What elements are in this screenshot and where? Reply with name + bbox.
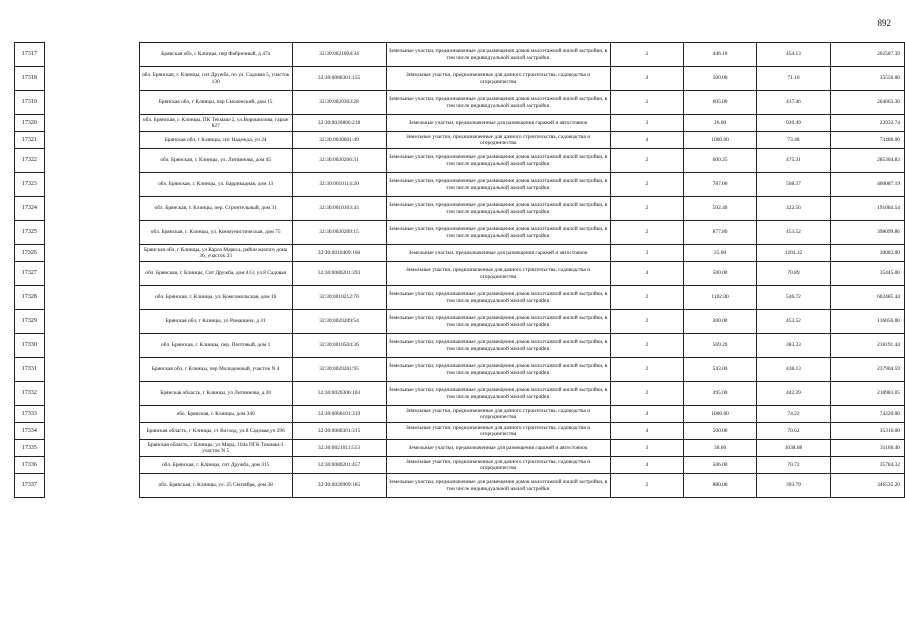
- land-use-cell: Земельные участки, предназначенные для размещения домов малоэтажной жилой застройки, в том числе индивидуальной жилой застройки: [386, 286, 610, 310]
- table-row: [15, 406, 905, 423]
- blank-cell: [44, 262, 139, 286]
- row-id-cell: 17332: [15, 382, 45, 406]
- specific-value-cell: 475.31: [757, 149, 831, 173]
- specific-value-cell: 71.10: [757, 67, 831, 91]
- land-use-cell: Земельные участки, предназначенные для размещения гаражей и автостоянок: [386, 245, 610, 262]
- cadastral-value-cell: 35445.00: [830, 262, 904, 286]
- address-cell: обл. Брянская, г. Клинцы, ПК Текмаш-2, ул.Ворошилова, гараж 827: [139, 115, 292, 132]
- area-cell: 446.10: [684, 43, 757, 67]
- area-cell: 1000.00: [684, 132, 757, 149]
- land-use-cell: Земельные участки, предназначенные для размещения гаражей и автостоянок: [386, 440, 610, 457]
- specific-value-cell: 393.79: [757, 474, 831, 498]
- area-cell: 495.00: [684, 382, 757, 406]
- row-id-cell: 17326: [15, 245, 45, 262]
- area-cell: 1000.00: [684, 406, 757, 423]
- address-cell: Брянская область, г Клинцы, ул Литвинова, д 20: [139, 382, 292, 406]
- cadastral-value-cell: 35784.32: [830, 457, 904, 474]
- blank-cell: [44, 457, 139, 474]
- address-cell: Брянская обл, г Клинцы, пер Молодежный, участок N 4: [139, 358, 292, 382]
- row-id-cell: 17336: [15, 457, 45, 474]
- blank-cell: [44, 334, 139, 358]
- land-use-cell: Земельные участки, предназначенные для дачного строительства, садоводства и огородничества: [386, 67, 610, 91]
- blank-cell: [44, 382, 139, 406]
- table-row: [15, 423, 905, 440]
- group-cell: 4: [610, 67, 684, 91]
- cadastral-value-cell: 237904.59: [830, 358, 904, 382]
- group-cell: 4: [610, 406, 684, 423]
- specific-value-cell: 453.52: [757, 310, 831, 334]
- area-cell: 500.00: [684, 423, 757, 440]
- cadastral-value-cell: 30083.00: [830, 245, 904, 262]
- cadastral-value-cell: 400087.19: [830, 173, 904, 197]
- specific-value-cell: 453.52: [757, 221, 831, 245]
- blank-cell: [44, 358, 139, 382]
- blank-cell: [44, 474, 139, 498]
- area-cell: 500.00: [684, 67, 757, 91]
- table-row: [15, 457, 905, 474]
- table-row: [15, 286, 905, 310]
- specific-value-cell: 383.33: [757, 334, 831, 358]
- address-cell: Брянская обл, г Клинцы, снт Надежда, уч 24: [139, 132, 292, 149]
- land-use-cell: Земельные участки, предназначенные для дачного строительства, садоводства и огородничества: [386, 423, 610, 440]
- group-cell: 3: [610, 115, 684, 132]
- blank-cell: [44, 245, 139, 262]
- row-id-cell: 17325: [15, 221, 45, 245]
- cadastral-number-cell: 32:30:0020909:185: [292, 474, 386, 498]
- blank-cell: [44, 67, 139, 91]
- cadastral-value-cell: 218191.44: [830, 334, 904, 358]
- row-id-cell: 17323: [15, 173, 45, 197]
- table-row: [15, 115, 905, 132]
- land-use-cell: Земельные участки, предназначенные для дачного строительства, садоводства и огородничества: [386, 406, 610, 423]
- area-cell: 877.80: [684, 221, 757, 245]
- cadastral-value-cell: 136056.00: [830, 310, 904, 334]
- land-use-cell: Земельные участки, предназначенные для размещения домов малоэтажной жилой застройки, в том числе индивидуальной жилой застройки: [386, 310, 610, 334]
- land-use-cell: Земельные участки, предназначенные для дачного строительства, садоводства и огородничества: [386, 132, 610, 149]
- cadastral-value-cell: 191084.54: [830, 197, 904, 221]
- cadastral-value-cell: 602485.44: [830, 286, 904, 310]
- group-cell: 2: [610, 286, 684, 310]
- cadastral-value-table: [14, 42, 905, 498]
- group-cell: 4: [610, 423, 684, 440]
- address-cell: обл. Брянская, г. Клинцы, дом 340: [139, 406, 292, 423]
- area-cell: 600.25: [684, 149, 757, 173]
- table-row: [15, 310, 905, 334]
- row-id-cell: 17337: [15, 474, 45, 498]
- specific-value-cell: 70.89: [757, 262, 831, 286]
- land-use-cell: Земельные участки, предназначенные для размещения домов малоэтажной жилой застройки, в том числе индивидуальной жилой застройки: [386, 334, 610, 358]
- table-row: [15, 474, 905, 498]
- cadastral-value-cell: 31160.40: [830, 440, 904, 457]
- cadastral-value-cell: 398099.86: [830, 221, 904, 245]
- specific-value-cell: 70.62: [757, 423, 831, 440]
- specific-value-cell: 437.46: [757, 91, 831, 115]
- cadastral-number-cell: 32:30:0020209:15: [292, 221, 386, 245]
- cadastral-number-cell: 32:30:0021011:513: [292, 440, 386, 457]
- group-cell: 4: [610, 262, 684, 286]
- cadastral-number-cell: 32:30:0010114:20: [292, 173, 386, 197]
- row-id-cell: 17328: [15, 286, 45, 310]
- address-cell: Брянская область, г Клинцы, ст Восход, ул.8 Садовая,уч 296: [139, 423, 292, 440]
- cadastral-number-cell: 32:30:0080301:315: [292, 423, 386, 440]
- area-cell: 880.00: [684, 474, 757, 498]
- address-cell: обл. Брянская, г. Клинцы, пер. Почтовый, дом 1: [139, 334, 292, 358]
- cadastral-value-cell: 346535.20: [830, 474, 904, 498]
- row-id-cell: 17321: [15, 132, 45, 149]
- row-id-cell: 17322: [15, 149, 45, 173]
- address-cell: обл. Брянская, г. Клинцы, Снт Дружба, дом 413, ул.8 Садовая: [139, 262, 292, 286]
- row-id-cell: 17327: [15, 262, 45, 286]
- land-use-cell: Земельные участки, предназначенные для дачного строительства, садоводства и огородничества: [386, 262, 610, 286]
- row-id-cell: 17318: [15, 67, 45, 91]
- cadastral-number-cell: 32:30:0020206:31: [292, 149, 386, 173]
- page-number: 892: [877, 18, 891, 28]
- group-cell: 2: [610, 474, 684, 498]
- blank-cell: [44, 197, 139, 221]
- cadastral-number-cell: 32:30:0010504:36: [292, 334, 386, 358]
- table-row: [15, 440, 905, 457]
- address-cell: обл. Брянская, г. Клинцы, пер. Строительный, дом 31: [139, 197, 292, 221]
- cadastral-value-cell: 285304.83: [830, 149, 904, 173]
- blank-cell: [44, 173, 139, 197]
- land-use-cell: Земельные участки, предназначенные для размещения домов малоэтажной жилой застройки, в том числе индивидуальной жилой застройки: [386, 91, 610, 115]
- land-use-cell: Земельные участки, предназначенные для размещения домов малоэтажной жилой застройки, в том числе индивидуальной жилой застройки: [386, 173, 610, 197]
- address-cell: Брянская обл, г Клинцы, ул Карла Маркса, район жилого дома 36, участок 23: [139, 245, 292, 262]
- group-cell: 4: [610, 132, 684, 149]
- specific-value-cell: 70.72: [757, 457, 831, 474]
- group-cell: 2: [610, 197, 684, 221]
- table-row: [15, 221, 905, 245]
- blank-cell: [44, 43, 139, 67]
- table-row: [15, 132, 905, 149]
- row-id-cell: 17331: [15, 358, 45, 382]
- row-id-cell: 17334: [15, 423, 45, 440]
- table-row: [15, 262, 905, 286]
- address-cell: обл. Брянская, г. Клинцы, ул. Баррикадная, дом 13: [139, 173, 292, 197]
- group-cell: 2: [610, 149, 684, 173]
- table-row: [15, 197, 905, 221]
- group-cell: 3: [610, 245, 684, 262]
- cadastral-number-cell: 32:30:0080201:457: [292, 457, 386, 474]
- area-cell: 1102.00: [684, 286, 757, 310]
- group-cell: 4: [610, 457, 684, 474]
- cadastral-number-cell: 32:30:0010103:43: [292, 197, 386, 221]
- table-row: [15, 149, 905, 173]
- cadastral-number-cell: 32:30:0030601:49: [292, 132, 386, 149]
- table-row: [15, 334, 905, 358]
- specific-value-cell: 508.37: [757, 173, 831, 197]
- cadastral-number-cell: 32:30:0010409:166: [292, 245, 386, 262]
- specific-value-cell: 322.56: [757, 197, 831, 221]
- cadastral-value-cell: 35310.00: [830, 423, 904, 440]
- specific-value-cell: 73.48: [757, 132, 831, 149]
- table-row: [15, 91, 905, 115]
- area-cell: 605.00: [684, 91, 757, 115]
- address-cell: обл. Брянская, г. Клинцы, ул. Комсомольская, дом 16: [139, 286, 292, 310]
- specific-value-cell: 1203.32: [757, 245, 831, 262]
- area-cell: 500.00: [684, 262, 757, 286]
- row-id-cell: 17319: [15, 91, 45, 115]
- area-cell: 300.00: [684, 310, 757, 334]
- specific-value-cell: 438.13: [757, 358, 831, 382]
- group-cell: 2: [610, 221, 684, 245]
- row-id-cell: 17320: [15, 115, 45, 132]
- cadastral-number-cell: 32:30:0020303:28: [292, 91, 386, 115]
- cadastral-value-cell: 264663.30: [830, 91, 904, 115]
- blank-cell: [44, 91, 139, 115]
- group-cell: 2: [610, 358, 684, 382]
- cadastral-number-cell: 32:30:0020306:103: [292, 382, 386, 406]
- land-use-cell: Земельные участки, предназначенные для размещения домов малоэтажной жилой застройки, в том числе индивидуальной жилой застройки: [386, 197, 610, 221]
- blank-cell: [44, 149, 139, 173]
- table-row: [15, 358, 905, 382]
- area-cell: 26.00: [684, 115, 757, 132]
- table-body: [15, 43, 905, 498]
- cadastral-number-cell: 32:30:0020806:218: [292, 115, 386, 132]
- blank-cell: [44, 423, 139, 440]
- land-use-cell: Земельные участки, предназначенные для размещения гаражей и автостоянок: [386, 115, 610, 132]
- area-cell: 543.00: [684, 358, 757, 382]
- row-id-cell: 17317: [15, 43, 45, 67]
- specific-value-cell: 454.13: [757, 43, 831, 67]
- cadastral-number-cell: 32:30:0010212:70: [292, 286, 386, 310]
- cadastral-number-cell: 32:30:0020201:95: [292, 358, 386, 382]
- cadastral-number-cell: 32:30:0020209:54: [292, 310, 386, 334]
- table-row: [15, 173, 905, 197]
- group-cell: 2: [610, 310, 684, 334]
- group-cell: 2: [610, 43, 684, 67]
- table-row: [15, 67, 905, 91]
- group-cell: 2: [610, 334, 684, 358]
- specific-value-cell: 920.49: [757, 115, 831, 132]
- land-use-cell: Земельные участки, предназначенные для размещения домов малоэтажной жилой застройки, в том числе индивидуальной жилой застройки: [386, 149, 610, 173]
- area-cell: 506.00: [684, 457, 757, 474]
- cadastral-value-cell: 73480.00: [830, 132, 904, 149]
- area-cell: 569.20: [684, 334, 757, 358]
- address-cell: Брянская область, г Клинцы, ул Мира, 104а ПГК Текмаш-3 участок N 5: [139, 440, 292, 457]
- group-cell: 3: [610, 440, 684, 457]
- address-cell: обл. Брянская, г. Клинцы, снт Дружба, дом 315: [139, 457, 292, 474]
- blank-cell: [44, 132, 139, 149]
- address-cell: Брянская обл, г Клинцы, пер Фабричный, д 47а: [139, 43, 292, 67]
- cadastral-value-cell: 202587.39: [830, 43, 904, 67]
- blank-cell: [44, 115, 139, 132]
- cadastral-value-cell: 74220.00: [830, 406, 904, 423]
- specific-value-cell: 546.72: [757, 286, 831, 310]
- blank-cell: [44, 406, 139, 423]
- table-row: [15, 43, 905, 67]
- row-id-cell: 17335: [15, 440, 45, 457]
- table-row: [15, 245, 905, 262]
- row-id-cell: 17324: [15, 197, 45, 221]
- specific-value-cell: 74.22: [757, 406, 831, 423]
- land-use-cell: Земельные участки, предназначенные для размещения домов малоэтажной жилой застройки, в том числе индивидуальной жилой застройки: [386, 43, 610, 67]
- area-cell: 30.00: [684, 440, 757, 457]
- row-id-cell: 17333: [15, 406, 45, 423]
- land-use-cell: Земельные участки, предназначенные для размещения домов малоэтажной жилой застройки, в том числе индивидуальной жилой застройки: [386, 221, 610, 245]
- table-row: [15, 382, 905, 406]
- cadastral-number-cell: 32:30:0080301:155: [292, 67, 386, 91]
- area-cell: 787.00: [684, 173, 757, 197]
- address-cell: обл. Брянская, г. Клинцы, снт Дружба, по ул. Садовая 5, участок 130: [139, 67, 292, 91]
- blank-cell: [44, 310, 139, 334]
- specific-value-cell: 1038.68: [757, 440, 831, 457]
- cadastral-value-cell: 23932.74: [830, 115, 904, 132]
- address-cell: Брянская обл, г Клинцы, ул Ромашина, д 31: [139, 310, 292, 334]
- cadastral-number-cell: 32:30:0060101:319: [292, 406, 386, 423]
- area-cell: 592.40: [684, 197, 757, 221]
- land-use-cell: Земельные участки, предназначенные для размещения домов малоэтажной жилой застройки, в том числе индивидуальной жилой застройки: [386, 474, 610, 498]
- address-cell: обл. Брянская, г. Клинцы, ул. Литвинова, дом 45: [139, 149, 292, 173]
- address-cell: обл. Брянская, г. Клинцы, ул. 25 Сентября, дом 38: [139, 474, 292, 498]
- cadastral-number-cell: 32:30:0021004:34: [292, 43, 386, 67]
- address-cell: обл. Брянская, г. Клинцы, ул. Коммунистическая, дом 75: [139, 221, 292, 245]
- specific-value-cell: 442.39: [757, 382, 831, 406]
- blank-cell: [44, 221, 139, 245]
- land-use-cell: Земельные участки, предназначенные для дачного строительства, садоводства и огородничества: [386, 457, 610, 474]
- cadastral-value-cell: 35550.00: [830, 67, 904, 91]
- area-cell: 25.00: [684, 245, 757, 262]
- blank-cell: [44, 440, 139, 457]
- group-cell: 2: [610, 173, 684, 197]
- cadastral-number-cell: 32:30:0080201:393: [292, 262, 386, 286]
- group-cell: 2: [610, 382, 684, 406]
- row-id-cell: 17330: [15, 334, 45, 358]
- land-use-cell: Земельные участки, предназначенные для размещения домов малоэтажной жилой застройки, в том числе индивидуальной жилой застройки: [386, 358, 610, 382]
- blank-cell: [44, 286, 139, 310]
- group-cell: 2: [610, 91, 684, 115]
- land-use-cell: Земельные участки, предназначенные для размещения домов малоэтажной жилой застройки, в том числе индивидуальной жилой застройки: [386, 382, 610, 406]
- cadastral-value-cell: 218983.05: [830, 382, 904, 406]
- row-id-cell: 17329: [15, 310, 45, 334]
- address-cell: Брянская обл, г Клинцы, пер Смоленский, дом 15: [139, 91, 292, 115]
